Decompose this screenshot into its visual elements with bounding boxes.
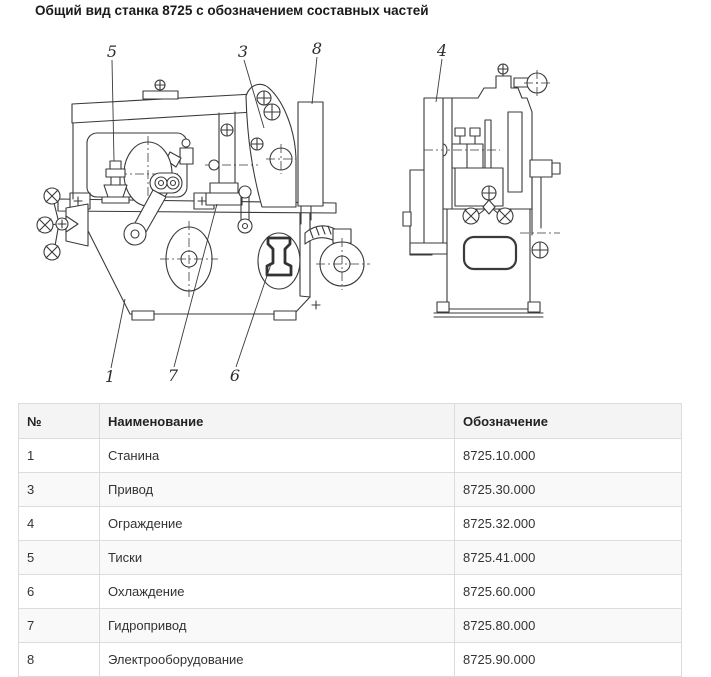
- cell-num: 7: [19, 609, 100, 643]
- cell-code: 8725.32.000: [455, 507, 682, 541]
- table-row: [19, 643, 682, 677]
- parts-table: [18, 403, 682, 677]
- table-row: [19, 575, 682, 609]
- cell-name: Электрооборудование: [100, 643, 455, 677]
- cell-code: 8725.90.000: [455, 643, 682, 677]
- machine-side-view: [403, 64, 560, 317]
- machine-front-view: [37, 80, 370, 320]
- callout-3: 3: [237, 42, 249, 61]
- cell-name: Ограждение: [100, 507, 455, 541]
- table-row: [19, 609, 682, 643]
- callout-6: 6: [229, 366, 241, 385]
- cell-name: Станина: [100, 439, 455, 473]
- column-header-num: №: [19, 404, 100, 439]
- callout-4: 4: [436, 41, 448, 60]
- cell-name: Гидропривод: [100, 609, 455, 643]
- cell-code: 8725.60.000: [455, 575, 682, 609]
- cell-num: 5: [19, 541, 100, 575]
- cell-code: 8725.41.000: [455, 541, 682, 575]
- callout-8: 8: [311, 39, 323, 58]
- table-row: [19, 507, 682, 541]
- column-header-name: Наименование: [100, 404, 455, 439]
- callout-1: 1: [104, 367, 116, 386]
- cell-name: Привод: [100, 473, 455, 507]
- cell-name: Тиски: [100, 541, 455, 575]
- cell-code: 8725.80.000: [455, 609, 682, 643]
- cell-num: 1: [19, 439, 100, 473]
- cell-code: 8725.10.000: [455, 439, 682, 473]
- cell-num: 6: [19, 575, 100, 609]
- column-header-code: Обозначение: [455, 404, 682, 439]
- cell-num: 4: [19, 507, 100, 541]
- cell-num: 3: [19, 473, 100, 507]
- page-title: Общий вид станка 8725 с обозначением составных частей: [35, 3, 429, 18]
- cell-num: 8: [19, 643, 100, 677]
- callout-5: 5: [106, 42, 118, 61]
- table-header-row: [19, 404, 682, 439]
- cell-name: Охлаждение: [100, 575, 455, 609]
- table-row: [19, 439, 682, 473]
- table-row: [19, 541, 682, 575]
- table-row: [19, 473, 682, 507]
- callout-7: 7: [167, 366, 179, 385]
- cell-code: 8725.30.000: [455, 473, 682, 507]
